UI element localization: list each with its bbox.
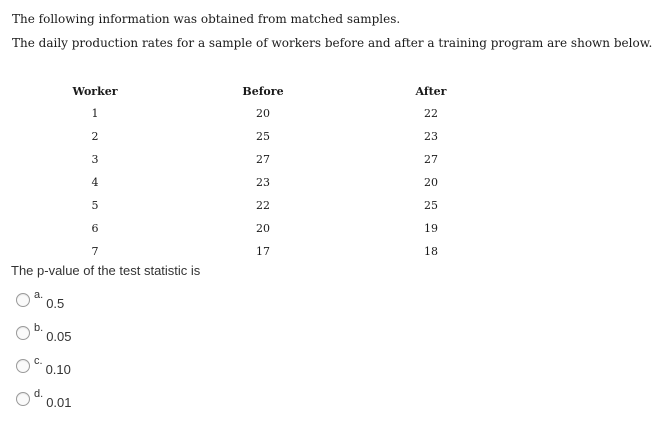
cell-worker: 1 (91, 107, 99, 120)
radio-button-d[interactable] (16, 392, 30, 406)
header-after: After (415, 84, 447, 98)
header-worker: Worker (72, 84, 118, 98)
cell-after: 20 (424, 176, 438, 189)
option-value: 0.5 (46, 296, 65, 311)
cell-worker: 5 (91, 199, 99, 212)
table-row (52, 240, 474, 263)
intro-line-1: The following information was obtained from matched samples. (12, 12, 401, 26)
option-letter: b. (34, 322, 44, 334)
cell-after: 19 (424, 222, 438, 235)
option-letter: c. (34, 355, 43, 367)
radio-button-b[interactable] (16, 326, 30, 340)
cell-before: 17 (256, 245, 270, 258)
cell-worker: 4 (91, 176, 99, 189)
option-letter: d. (34, 388, 44, 400)
cell-before: 20 (256, 222, 270, 235)
option-value: 0.01 (46, 395, 72, 410)
table-row (52, 125, 474, 148)
cell-after: 18 (424, 245, 438, 258)
cell-worker: 6 (91, 222, 99, 235)
option-value: 0.05 (46, 329, 72, 344)
table-row (52, 217, 474, 240)
cell-after: 23 (424, 130, 438, 143)
cell-worker: 2 (91, 130, 99, 143)
production-table (52, 80, 474, 263)
radio-button-a[interactable] (16, 293, 30, 307)
option-letter: a. (34, 289, 44, 301)
intro-line-2: The daily production rates for a sample of workers before and after a training program are shown below. (12, 36, 653, 50)
option-a[interactable] (16, 290, 72, 323)
question-text: The p-value of the test statistic is (11, 263, 201, 278)
table-row (52, 102, 474, 125)
table-row (52, 148, 474, 171)
cell-after: 22 (424, 107, 438, 120)
cell-before: 25 (256, 130, 270, 143)
option-b[interactable] (16, 323, 72, 356)
header-before: Before (242, 84, 284, 98)
option-value: 0.10 (45, 362, 71, 377)
option-d[interactable] (16, 389, 72, 422)
cell-after: 25 (424, 199, 438, 212)
table-row (52, 171, 474, 194)
cell-before: 22 (256, 199, 270, 212)
table-row (52, 194, 474, 217)
cell-worker: 3 (91, 153, 99, 166)
cell-after: 27 (424, 153, 438, 166)
radio-button-c[interactable] (16, 359, 30, 373)
cell-before: 20 (256, 107, 270, 120)
table-header-row (52, 80, 474, 102)
cell-before: 27 (256, 153, 270, 166)
answer-options (16, 290, 72, 422)
option-c[interactable] (16, 356, 72, 389)
cell-before: 23 (256, 176, 270, 189)
cell-worker: 7 (91, 245, 99, 258)
